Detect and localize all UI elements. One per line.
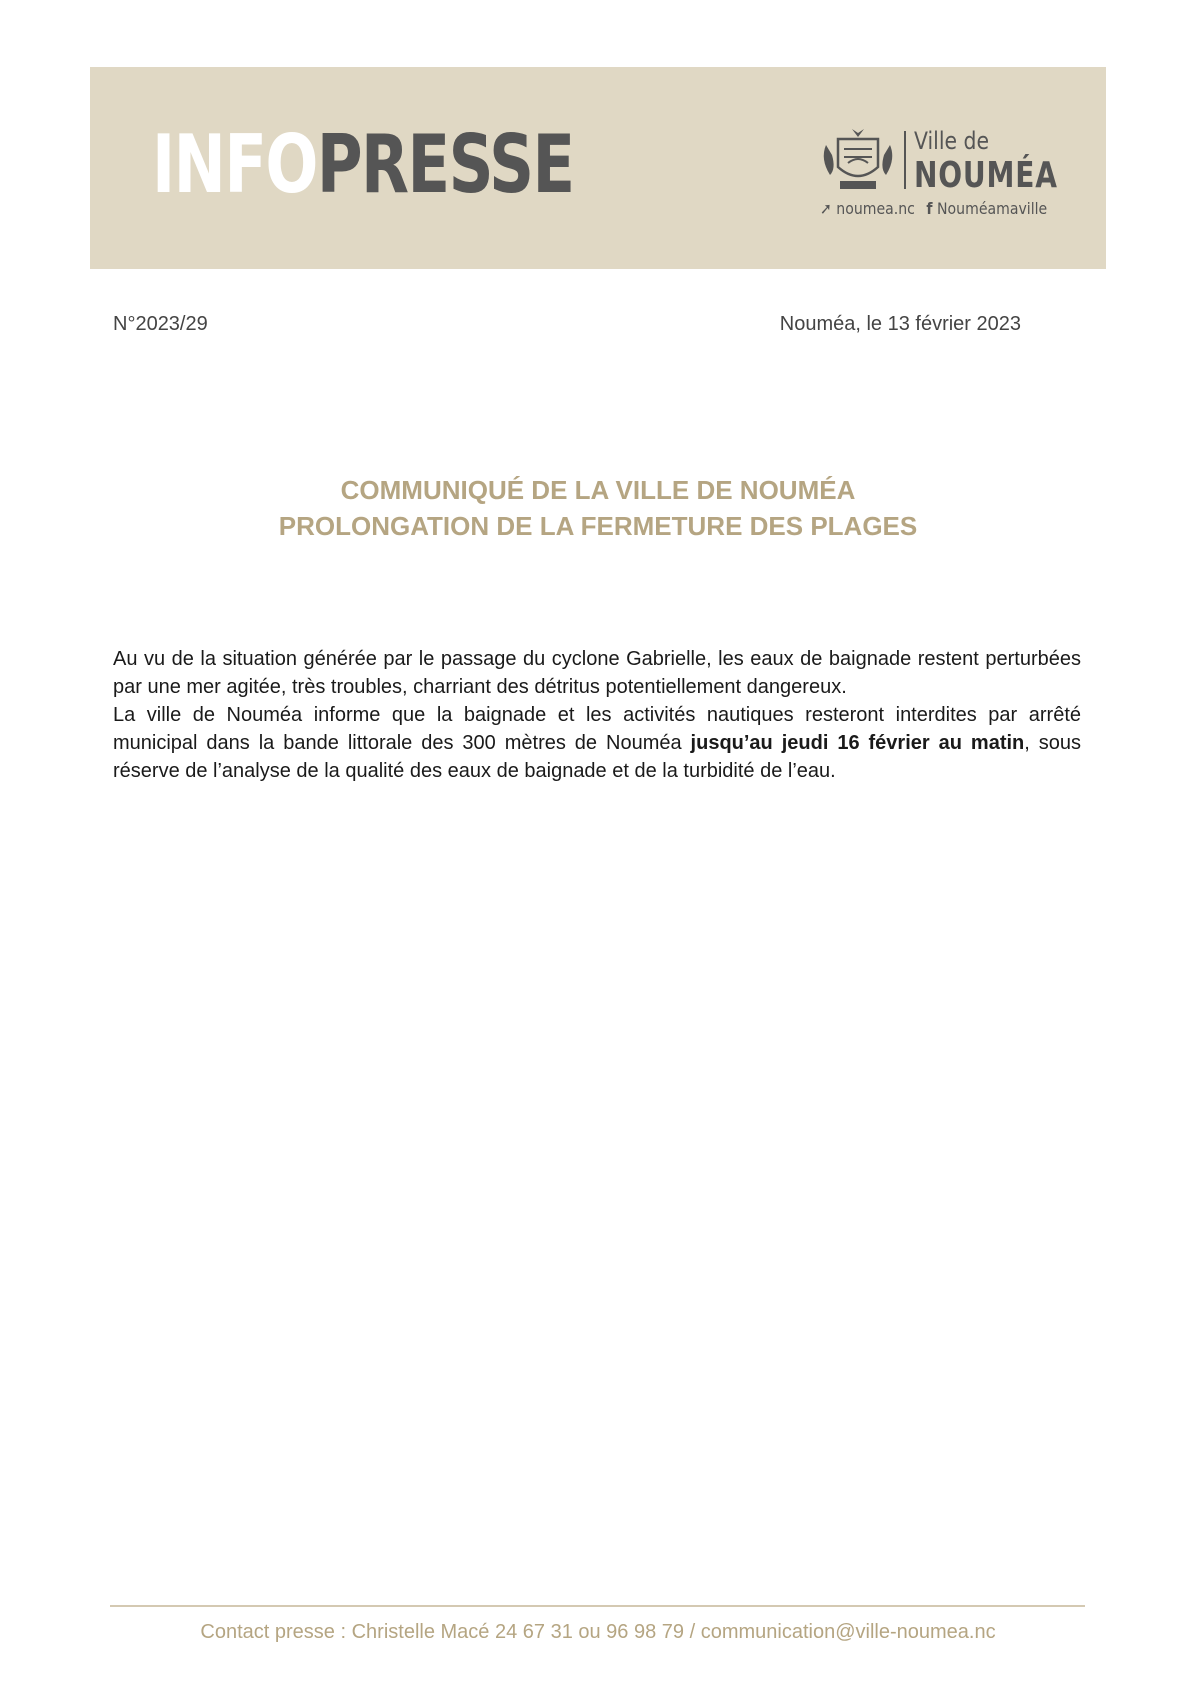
- body-text: [113, 645, 1081, 785]
- website-link[interactable]: noumea.nc: [836, 199, 915, 218]
- headline-line-1: COMMUNIQUÉ DE LA VILLE DE NOUMÉA: [340, 475, 856, 505]
- headline: [90, 472, 1106, 544]
- footer-divider: [110, 1605, 1085, 1607]
- paragraph-2-bold: jusqu’au jeudi 16 février au matin: [690, 732, 1025, 754]
- logo-links: [820, 199, 1047, 218]
- logo-ville-de: Ville de: [914, 127, 990, 155]
- paragraph-1: Au vu de la situation générée par le passage du cyclone Gabrielle, les eaux de baignade restent perturbées par une mer agitée, très troubles, charriant des détritus potentiellement dangereux.: [113, 648, 1081, 698]
- logo-noumea: NOUMÉA: [914, 155, 1058, 196]
- paragraph-2-end: , sous réserve de l’analyse de la qualité des eaux de baignade et de la turbidité de l’eau.: [113, 732, 1081, 782]
- facebook-link[interactable]: Nouméamaville: [937, 199, 1048, 218]
- send-arrow-icon: ➚: [820, 199, 832, 218]
- paragraph-2-start: La ville de Nouméa informe que la baignade et les activités nautiques resteront interdites par arrêté municipal dans la bande littorale des 300 mètres de Nouméa: [113, 704, 1081, 754]
- press-release-date: Nouméa, le 13 février 2023: [779, 313, 1021, 335]
- title-presse: PRESSE: [316, 118, 574, 211]
- info-presse-title: [152, 118, 574, 211]
- title-info: INFO: [152, 118, 317, 211]
- coat-of-arms-icon: [818, 125, 898, 193]
- logo-divider: [904, 131, 906, 189]
- footer-contact: Contact presse : Christelle Macé 24 67 31 ou 96 98 79 / communication@ville-noumea.nc: [200, 1621, 996, 1643]
- ville-de-noumea-logo: [818, 125, 1058, 218]
- header-banner: [90, 67, 1106, 269]
- facebook-icon: f: [926, 199, 933, 218]
- headline-line-2: PROLONGATION DE LA FERMETURE DES PLAGES: [278, 511, 918, 541]
- press-release-number: N°2023/29: [113, 313, 208, 335]
- paragraph-2: [113, 701, 1081, 785]
